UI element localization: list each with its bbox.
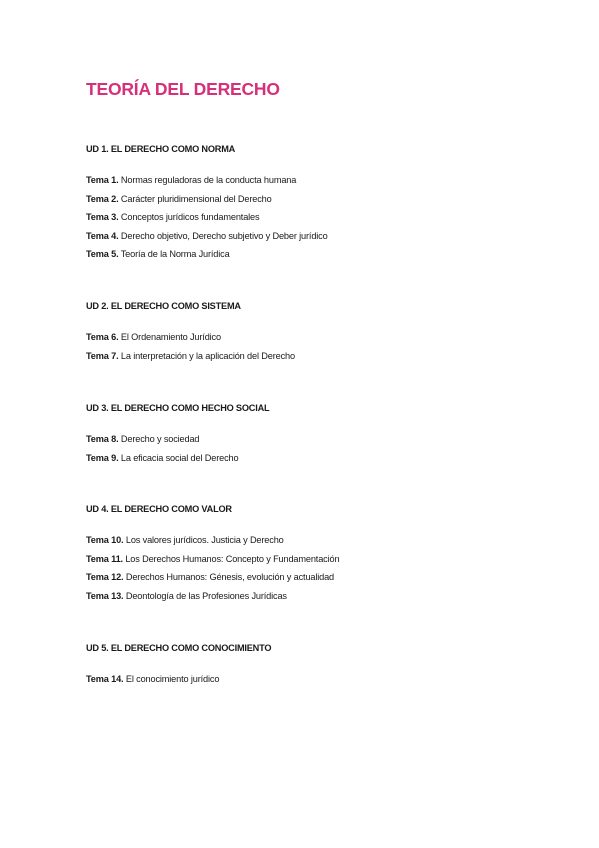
unit-heading: UD 1. EL DERECHO COMO NORMA: [86, 144, 236, 154]
topic-number: Tema 5.: [86, 249, 119, 260]
topic-title: Los valores jurídicos. Justicia y Derecho: [125, 535, 284, 545]
topic-item: [86, 670, 271, 689]
topic-title: Normas reguladoras de la conducta humana: [120, 175, 297, 185]
topic-item: [86, 531, 339, 550]
topic-title: El Ordenamiento Jurídico: [120, 332, 221, 342]
topic-title: Derechos Humanos: Génesis, evolución y actualidad: [125, 572, 335, 583]
topic-item: [86, 347, 295, 366]
topic-list: [86, 171, 328, 264]
topic-title: Los Derechos Humanos: Concepto y Fundamentación: [125, 553, 340, 564]
topic-list: [86, 430, 269, 467]
topic-item: [86, 550, 339, 569]
topic-number: Tema 9.: [86, 452, 119, 463]
topic-number: Tema 12.: [86, 572, 124, 583]
topic-title: Teoría de la Norma Jurídica: [120, 249, 230, 260]
topic-item: [86, 245, 328, 264]
topic-item: [86, 587, 339, 606]
topic-number: Tema 6.: [86, 332, 119, 342]
topic-item: [86, 328, 295, 347]
topic-item: [86, 190, 328, 209]
topic-number: Tema 8.: [86, 434, 119, 444]
topic-title: La interpretación y la aplicación del Derecho: [120, 350, 295, 361]
topic-item: [86, 430, 269, 449]
topic-number: Tema 2.: [86, 193, 119, 204]
topic-number: Tema 1.: [86, 175, 119, 185]
topic-title: La eficacia social del Derecho: [120, 452, 239, 463]
topic-list: [86, 670, 271, 689]
topic-title: Conceptos jurídicos fundamentales: [120, 212, 260, 223]
unit-section-3: [86, 402, 269, 467]
topic-item: [86, 568, 339, 587]
unit-section-5: [86, 642, 271, 689]
document-title: TEORÍA DEL DERECHO: [86, 79, 280, 99]
topic-title: Derecho objetivo, Derecho subjetivo y Deber jurídico: [120, 230, 328, 241]
topic-number: Tema 4.: [86, 230, 119, 241]
unit-heading: UD 2. EL DERECHO COMO SISTEMA: [86, 301, 241, 311]
topic-title: Carácter pluridimensional del Derecho: [120, 193, 272, 204]
unit-section-4: [86, 503, 339, 605]
topic-title: Derecho y sociedad: [120, 434, 200, 444]
topic-number: Tema 10.: [86, 535, 124, 545]
unit-section-1: [86, 143, 328, 264]
topic-list: [86, 328, 295, 365]
topic-item: [86, 171, 328, 190]
topic-item: [86, 449, 269, 468]
topic-title: El conocimiento jurídico: [125, 674, 220, 684]
topic-item: [86, 208, 328, 227]
unit-heading: UD 4. EL DERECHO COMO VALOR: [86, 504, 232, 514]
topic-item: [86, 227, 328, 246]
topic-number: Tema 11.: [86, 553, 123, 564]
topic-number: Tema 13.: [86, 590, 124, 601]
topic-title: Deontología de las Profesiones Jurídicas: [125, 590, 287, 601]
unit-section-2: [86, 300, 295, 365]
topic-number: Tema 7.: [86, 350, 119, 361]
topic-list: [86, 531, 339, 605]
topic-number: Tema 3.: [86, 212, 119, 223]
unit-heading: UD 5. EL DERECHO COMO CONOCIMIENTO: [86, 643, 272, 653]
unit-heading: UD 3. EL DERECHO COMO HECHO SOCIAL: [86, 403, 270, 413]
topic-number: Tema 14.: [86, 674, 124, 684]
